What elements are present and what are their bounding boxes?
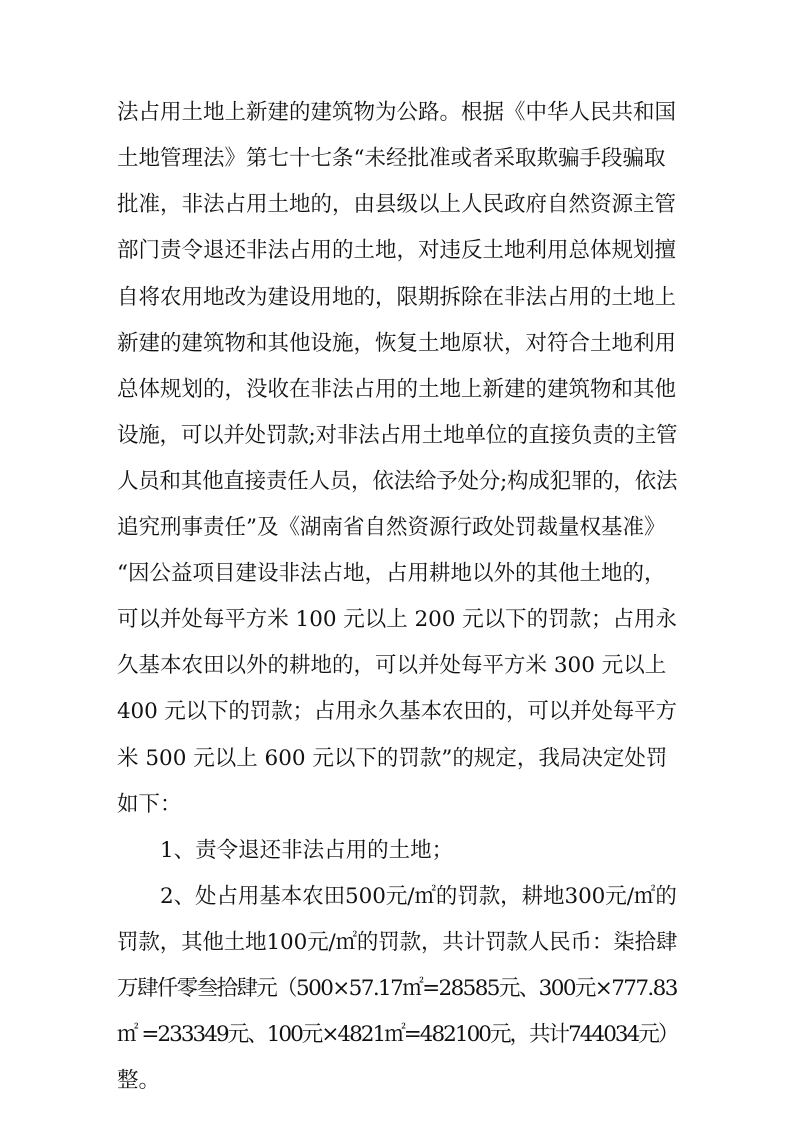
- text-line: 设施，可以并处罚款;对非法占用土地单位的直接负责的主管: [117, 423, 678, 448]
- text-line: 自将农用地改为建设用地的，限期拆除在非法占用的土地上: [117, 285, 677, 310]
- text-line: 可以并处每平方米 100 元以上 200 元以下的罚款；占用永: [117, 607, 677, 632]
- text-line: 久基本农田以外的耕地的，可以并处每平方米 300 元以上: [117, 653, 667, 678]
- text-line: 米 500 元以上 600 元以下的罚款”的规定，我局决定处罚: [117, 746, 668, 771]
- text-line: 人员和其他直接责任人员，依法给予处分;构成犯罪的，依法: [117, 469, 678, 494]
- text-line: 总体规划的，没收在非法占用的土地上新建的建筑物和其他: [117, 377, 677, 402]
- text-line: “因公益项目建设非法占地，占用耕地以外的其他土地的，: [117, 561, 666, 586]
- list-item-2: 2、处占用基本农田500元/㎡的罚款，耕地300元/㎡的: [160, 884, 677, 909]
- text-line: 万肆仟零叁拾肆元（500×57.17㎡=28585元、300元×777.83: [117, 976, 677, 1001]
- text-line: 如下：: [117, 792, 182, 817]
- text-line: 新建的建筑物和其他设施，恢复土地原状，对符合土地利用: [117, 331, 677, 356]
- text-line: 法占用土地上新建的建筑物为公路。根据《中华人民共和国: [117, 100, 677, 125]
- text-line: 部门责令退还非法占用的土地，对违反土地利用总体规划擅: [117, 238, 677, 263]
- text-line: 追究刑事责任”及《湖南省自然资源行政处罚裁量权基准》: [117, 515, 666, 540]
- text-line: 土地管理法》第七十七条“未经批准或者采取欺骗手段骗取: [117, 146, 666, 171]
- text-line: 罚款，其他土地100元/㎡的罚款，共计罚款人民币：柒拾肆: [117, 930, 678, 955]
- list-item-1: 1、责令退还非法占用的土地；: [160, 838, 454, 863]
- text-line: 整。: [117, 1068, 161, 1093]
- text-line: 批准，非法占用土地的，由县级以上人民政府自然资源主管: [117, 192, 677, 217]
- text-line: 400 元以下的罚款；占用永久基本农田的，可以并处每平方: [117, 699, 677, 724]
- text-line: ㎡ =233349元、100元×4821㎡=482100元，共计744034元）: [117, 1022, 678, 1047]
